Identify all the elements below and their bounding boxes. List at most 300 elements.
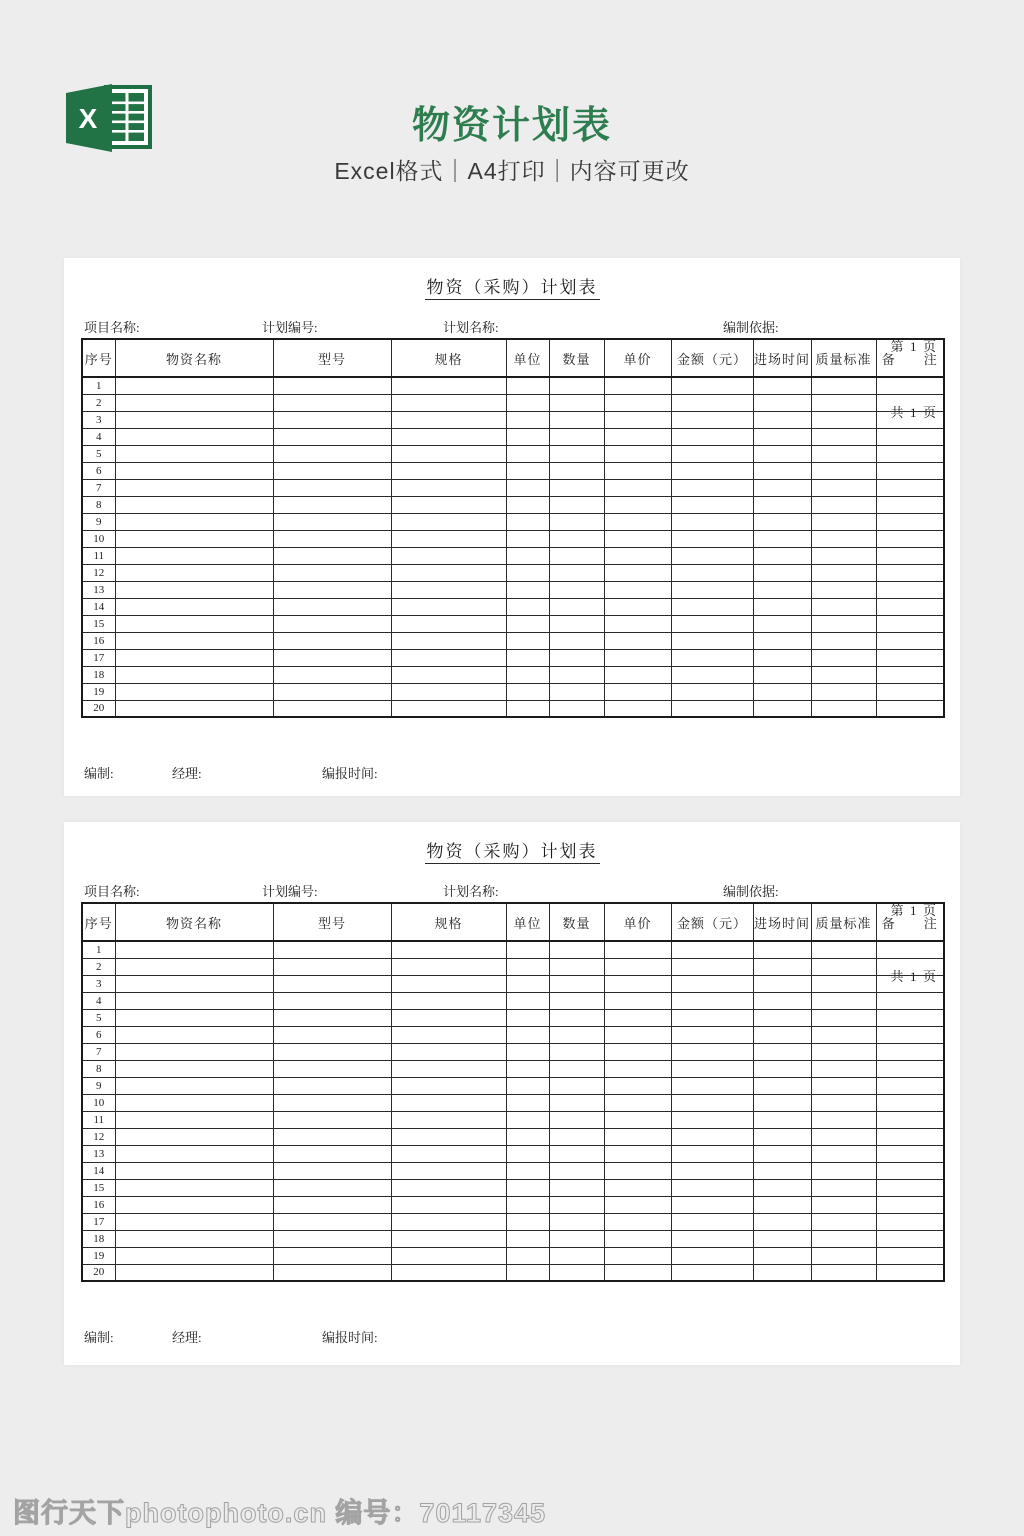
materials-plan-table xyxy=(81,338,945,718)
empty-cell xyxy=(391,992,506,1009)
empty-cell xyxy=(604,479,671,496)
empty-cell xyxy=(671,683,753,700)
empty-cell xyxy=(115,666,273,683)
empty-cell xyxy=(753,1111,811,1128)
project-name-label: 项目名称: xyxy=(84,884,140,899)
empty-cell xyxy=(391,649,506,666)
empty-cell xyxy=(811,1043,876,1060)
empty-cell xyxy=(115,941,273,958)
empty-cell xyxy=(671,666,753,683)
table-row xyxy=(82,496,944,513)
empty-cell xyxy=(876,1026,944,1043)
empty-cell xyxy=(506,1128,549,1145)
empty-cell xyxy=(391,666,506,683)
column-header: 质量标准 xyxy=(811,903,876,941)
table-row xyxy=(82,479,944,496)
empty-cell xyxy=(506,992,549,1009)
empty-cell xyxy=(549,547,604,564)
empty-cell xyxy=(753,1247,811,1264)
empty-cell xyxy=(391,958,506,975)
empty-cell xyxy=(115,445,273,462)
empty-cell xyxy=(506,1230,549,1247)
empty-cell xyxy=(391,513,506,530)
column-header: 序号 xyxy=(82,339,115,377)
row-number-cell: 1 xyxy=(82,377,115,394)
empty-cell xyxy=(753,581,811,598)
empty-cell xyxy=(604,445,671,462)
empty-cell xyxy=(115,411,273,428)
empty-cell xyxy=(876,1247,944,1264)
row-number-cell: 16 xyxy=(82,1196,115,1213)
empty-cell xyxy=(506,1111,549,1128)
empty-cell xyxy=(811,428,876,445)
empty-cell xyxy=(753,1196,811,1213)
empty-cell xyxy=(604,1264,671,1281)
page-subtitle: Excel格式｜A4打印｜内容可更改 xyxy=(334,158,690,184)
empty-cell xyxy=(753,632,811,649)
empty-cell xyxy=(811,496,876,513)
empty-cell xyxy=(273,666,391,683)
row-number-cell: 13 xyxy=(82,1145,115,1162)
empty-cell xyxy=(391,1043,506,1060)
empty-cell xyxy=(753,411,811,428)
empty-cell xyxy=(115,1094,273,1111)
empty-cell xyxy=(753,1128,811,1145)
empty-cell xyxy=(876,496,944,513)
empty-cell xyxy=(753,1230,811,1247)
column-header: 型号 xyxy=(273,339,391,377)
empty-cell xyxy=(811,1196,876,1213)
empty-cell xyxy=(549,445,604,462)
table-row xyxy=(82,1094,944,1111)
empty-cell xyxy=(604,975,671,992)
table-row xyxy=(82,1077,944,1094)
empty-cell xyxy=(876,598,944,615)
empty-cell xyxy=(753,479,811,496)
empty-cell xyxy=(273,479,391,496)
empty-cell xyxy=(549,632,604,649)
empty-cell xyxy=(604,941,671,958)
empty-cell xyxy=(876,1009,944,1026)
empty-cell xyxy=(391,1247,506,1264)
empty-cell xyxy=(671,547,753,564)
empty-cell xyxy=(753,683,811,700)
column-header: 进场时间 xyxy=(753,339,811,377)
empty-cell xyxy=(115,1026,273,1043)
empty-cell xyxy=(115,1111,273,1128)
manager-label: 经理: xyxy=(172,766,202,781)
empty-cell xyxy=(391,530,506,547)
empty-cell xyxy=(273,683,391,700)
empty-cell xyxy=(273,547,391,564)
empty-cell xyxy=(604,1043,671,1060)
column-header: 单价 xyxy=(604,903,671,941)
empty-cell xyxy=(753,700,811,717)
empty-cell xyxy=(671,530,753,547)
table-row xyxy=(82,598,944,615)
empty-cell xyxy=(876,1043,944,1060)
row-number-cell: 12 xyxy=(82,1128,115,1145)
empty-cell xyxy=(549,564,604,581)
empty-cell xyxy=(604,598,671,615)
empty-cell xyxy=(549,428,604,445)
empty-cell xyxy=(671,1145,753,1162)
empty-cell xyxy=(604,1145,671,1162)
empty-cell xyxy=(115,975,273,992)
empty-cell xyxy=(273,530,391,547)
empty-cell xyxy=(753,1145,811,1162)
empty-cell xyxy=(391,479,506,496)
empty-cell xyxy=(811,1077,876,1094)
basis-label: 编制依据: xyxy=(723,320,779,335)
empty-cell xyxy=(273,1043,391,1060)
empty-cell xyxy=(811,1145,876,1162)
table-row xyxy=(82,1196,944,1213)
empty-cell xyxy=(811,445,876,462)
empty-cell xyxy=(391,1179,506,1196)
row-number-cell: 14 xyxy=(82,1162,115,1179)
page-number-current: 第 1 页 xyxy=(890,339,936,354)
table-row xyxy=(82,1162,944,1179)
sheet-title xyxy=(64,837,960,862)
empty-cell xyxy=(549,1043,604,1060)
column-header: 质量标准 xyxy=(811,339,876,377)
empty-cell xyxy=(391,1213,506,1230)
empty-cell xyxy=(753,1026,811,1043)
empty-cell xyxy=(811,615,876,632)
empty-cell xyxy=(753,1213,811,1230)
empty-cell xyxy=(876,649,944,666)
empty-cell xyxy=(391,394,506,411)
empty-cell xyxy=(506,1145,549,1162)
row-number-cell: 3 xyxy=(82,975,115,992)
empty-cell xyxy=(506,394,549,411)
empty-cell xyxy=(115,598,273,615)
empty-cell xyxy=(549,1128,604,1145)
empty-cell xyxy=(273,445,391,462)
empty-cell xyxy=(876,1145,944,1162)
column-header: 单位 xyxy=(506,903,549,941)
table-row xyxy=(82,428,944,445)
empty-cell xyxy=(549,615,604,632)
table-row xyxy=(82,530,944,547)
empty-cell xyxy=(273,598,391,615)
empty-cell xyxy=(391,1162,506,1179)
empty-cell xyxy=(115,1196,273,1213)
empty-cell xyxy=(273,975,391,992)
empty-cell xyxy=(753,564,811,581)
empty-cell xyxy=(811,462,876,479)
page-number-total: 共 1 页 xyxy=(890,969,936,984)
empty-cell xyxy=(115,1077,273,1094)
empty-cell xyxy=(391,700,506,717)
row-number-cell: 5 xyxy=(82,445,115,462)
empty-cell xyxy=(273,649,391,666)
empty-cell xyxy=(273,1213,391,1230)
empty-cell xyxy=(876,530,944,547)
empty-cell xyxy=(604,700,671,717)
info-row xyxy=(64,317,960,335)
empty-cell xyxy=(753,547,811,564)
empty-cell xyxy=(811,1230,876,1247)
empty-cell xyxy=(604,496,671,513)
sheet-title-text: 物资（采购）计划表 xyxy=(425,842,600,864)
empty-cell xyxy=(811,1264,876,1281)
empty-cell xyxy=(811,1060,876,1077)
page-title: 物资计划表 xyxy=(411,105,612,147)
empty-cell xyxy=(753,462,811,479)
empty-cell xyxy=(506,1043,549,1060)
row-number-cell: 17 xyxy=(82,649,115,666)
empty-cell xyxy=(549,1162,604,1179)
empty-cell xyxy=(115,1264,273,1281)
empty-cell xyxy=(506,1162,549,1179)
sheet-title xyxy=(64,273,960,298)
column-header: 数量 xyxy=(549,903,604,941)
empty-cell xyxy=(604,992,671,1009)
row-number-cell: 4 xyxy=(82,428,115,445)
empty-cell xyxy=(115,615,273,632)
empty-cell xyxy=(549,530,604,547)
table-row xyxy=(82,1060,944,1077)
empty-cell xyxy=(506,547,549,564)
empty-cell xyxy=(115,462,273,479)
empty-cell xyxy=(811,598,876,615)
empty-cell xyxy=(671,1043,753,1060)
empty-cell xyxy=(115,1213,273,1230)
empty-cell xyxy=(811,1026,876,1043)
empty-cell xyxy=(753,649,811,666)
empty-cell xyxy=(506,479,549,496)
empty-cell xyxy=(671,1128,753,1145)
table-row xyxy=(82,1179,944,1196)
empty-cell xyxy=(273,1077,391,1094)
empty-cell xyxy=(604,564,671,581)
materials-plan-table xyxy=(81,902,945,1282)
empty-cell xyxy=(671,992,753,1009)
empty-cell xyxy=(273,615,391,632)
empty-cell xyxy=(753,1179,811,1196)
empty-cell xyxy=(273,1230,391,1247)
empty-cell xyxy=(273,700,391,717)
empty-cell xyxy=(876,1213,944,1230)
empty-cell xyxy=(811,632,876,649)
empty-cell xyxy=(604,1009,671,1026)
empty-cell xyxy=(811,530,876,547)
empty-cell xyxy=(273,1009,391,1026)
empty-cell xyxy=(391,1128,506,1145)
row-number-cell: 7 xyxy=(82,1043,115,1060)
column-header: 物资名称 xyxy=(115,339,273,377)
empty-cell xyxy=(876,666,944,683)
empty-cell xyxy=(671,462,753,479)
empty-cell xyxy=(549,1111,604,1128)
table-row xyxy=(82,1009,944,1026)
empty-cell xyxy=(273,1247,391,1264)
empty-cell xyxy=(876,411,944,428)
empty-cell xyxy=(506,377,549,394)
empty-cell xyxy=(671,975,753,992)
empty-cell xyxy=(115,530,273,547)
empty-cell xyxy=(671,496,753,513)
empty-cell xyxy=(604,1230,671,1247)
empty-cell xyxy=(876,564,944,581)
empty-cell xyxy=(671,564,753,581)
empty-cell xyxy=(391,445,506,462)
empty-cell xyxy=(876,975,944,992)
table-row xyxy=(82,632,944,649)
empty-cell xyxy=(391,941,506,958)
empty-cell xyxy=(753,958,811,975)
empty-cell xyxy=(506,581,549,598)
empty-cell xyxy=(671,1247,753,1264)
row-number-cell: 10 xyxy=(82,530,115,547)
empty-cell xyxy=(876,700,944,717)
empty-cell xyxy=(671,1196,753,1213)
empty-cell xyxy=(391,1230,506,1247)
column-header: 数量 xyxy=(549,339,604,377)
table-row xyxy=(82,445,944,462)
table-row xyxy=(82,683,944,700)
empty-cell xyxy=(876,1060,944,1077)
table-row xyxy=(82,1213,944,1230)
empty-cell xyxy=(811,1247,876,1264)
empty-cell xyxy=(671,598,753,615)
empty-cell xyxy=(876,1230,944,1247)
empty-cell xyxy=(273,496,391,513)
table-row xyxy=(82,975,944,992)
empty-cell xyxy=(876,581,944,598)
plan-name-label: 计划名称: xyxy=(443,884,499,899)
empty-cell xyxy=(115,1128,273,1145)
empty-cell xyxy=(273,564,391,581)
empty-cell xyxy=(549,377,604,394)
sheet-panel-1 xyxy=(64,258,960,796)
row-number-cell: 5 xyxy=(82,1009,115,1026)
header-row xyxy=(82,903,944,941)
empty-cell xyxy=(753,377,811,394)
empty-cell xyxy=(876,394,944,411)
empty-cell xyxy=(671,1162,753,1179)
empty-cell xyxy=(671,1094,753,1111)
empty-cell xyxy=(391,564,506,581)
empty-cell xyxy=(115,958,273,975)
empty-cell xyxy=(115,377,273,394)
empty-cell xyxy=(876,992,944,1009)
table-row xyxy=(82,649,944,666)
empty-cell xyxy=(391,1009,506,1026)
empty-cell xyxy=(115,1247,273,1264)
empty-cell xyxy=(506,975,549,992)
empty-cell xyxy=(604,1128,671,1145)
empty-cell xyxy=(115,1230,273,1247)
empty-cell xyxy=(115,479,273,496)
empty-cell xyxy=(604,513,671,530)
empty-cell xyxy=(115,1145,273,1162)
empty-cell xyxy=(391,615,506,632)
empty-cell xyxy=(549,649,604,666)
empty-cell xyxy=(273,1162,391,1179)
empty-cell xyxy=(811,1094,876,1111)
empty-cell xyxy=(753,428,811,445)
row-number-cell: 15 xyxy=(82,615,115,632)
empty-cell xyxy=(506,513,549,530)
empty-cell xyxy=(273,1128,391,1145)
empty-cell xyxy=(876,462,944,479)
empty-cell xyxy=(115,1179,273,1196)
empty-cell xyxy=(671,1213,753,1230)
empty-cell xyxy=(671,1230,753,1247)
empty-cell xyxy=(391,1060,506,1077)
row-number-cell: 10 xyxy=(82,1094,115,1111)
empty-cell xyxy=(391,496,506,513)
empty-cell xyxy=(549,700,604,717)
empty-cell xyxy=(876,683,944,700)
empty-cell xyxy=(753,496,811,513)
empty-cell xyxy=(506,1196,549,1213)
empty-cell xyxy=(811,700,876,717)
empty-cell xyxy=(811,564,876,581)
row-number-cell: 11 xyxy=(82,1111,115,1128)
empty-cell xyxy=(549,411,604,428)
empty-cell xyxy=(753,598,811,615)
empty-cell xyxy=(506,598,549,615)
sheet-panel-2 xyxy=(64,822,960,1365)
empty-cell xyxy=(273,581,391,598)
table-row xyxy=(82,513,944,530)
empty-cell xyxy=(115,1043,273,1060)
prepared-by-label: 编制: xyxy=(84,1330,114,1345)
empty-cell xyxy=(273,1060,391,1077)
column-header: 序号 xyxy=(82,903,115,941)
empty-cell xyxy=(391,547,506,564)
table-row xyxy=(82,1128,944,1145)
empty-cell xyxy=(115,632,273,649)
empty-cell xyxy=(273,394,391,411)
empty-cell xyxy=(549,992,604,1009)
column-header: 物资名称 xyxy=(115,903,273,941)
empty-cell xyxy=(549,683,604,700)
empty-cell xyxy=(115,394,273,411)
page-number-total: 共 1 页 xyxy=(890,405,936,420)
empty-cell xyxy=(115,1060,273,1077)
empty-cell xyxy=(876,547,944,564)
empty-cell xyxy=(811,975,876,992)
empty-cell xyxy=(506,1026,549,1043)
empty-cell xyxy=(506,530,549,547)
empty-cell xyxy=(391,428,506,445)
empty-cell xyxy=(811,411,876,428)
empty-cell xyxy=(604,666,671,683)
empty-cell xyxy=(753,1009,811,1026)
empty-cell xyxy=(115,683,273,700)
prepared-by-label: 编制: xyxy=(84,766,114,781)
empty-cell xyxy=(549,1077,604,1094)
empty-cell xyxy=(273,1026,391,1043)
empty-cell xyxy=(671,428,753,445)
empty-cell xyxy=(549,394,604,411)
plan-name-label: 计划名称: xyxy=(443,320,499,335)
empty-cell xyxy=(273,632,391,649)
empty-cell xyxy=(811,941,876,958)
empty-cell xyxy=(549,598,604,615)
table-row xyxy=(82,394,944,411)
empty-cell xyxy=(506,564,549,581)
empty-cell xyxy=(506,411,549,428)
column-header: 备 注 xyxy=(876,339,944,377)
empty-cell xyxy=(604,683,671,700)
table-row xyxy=(82,1230,944,1247)
